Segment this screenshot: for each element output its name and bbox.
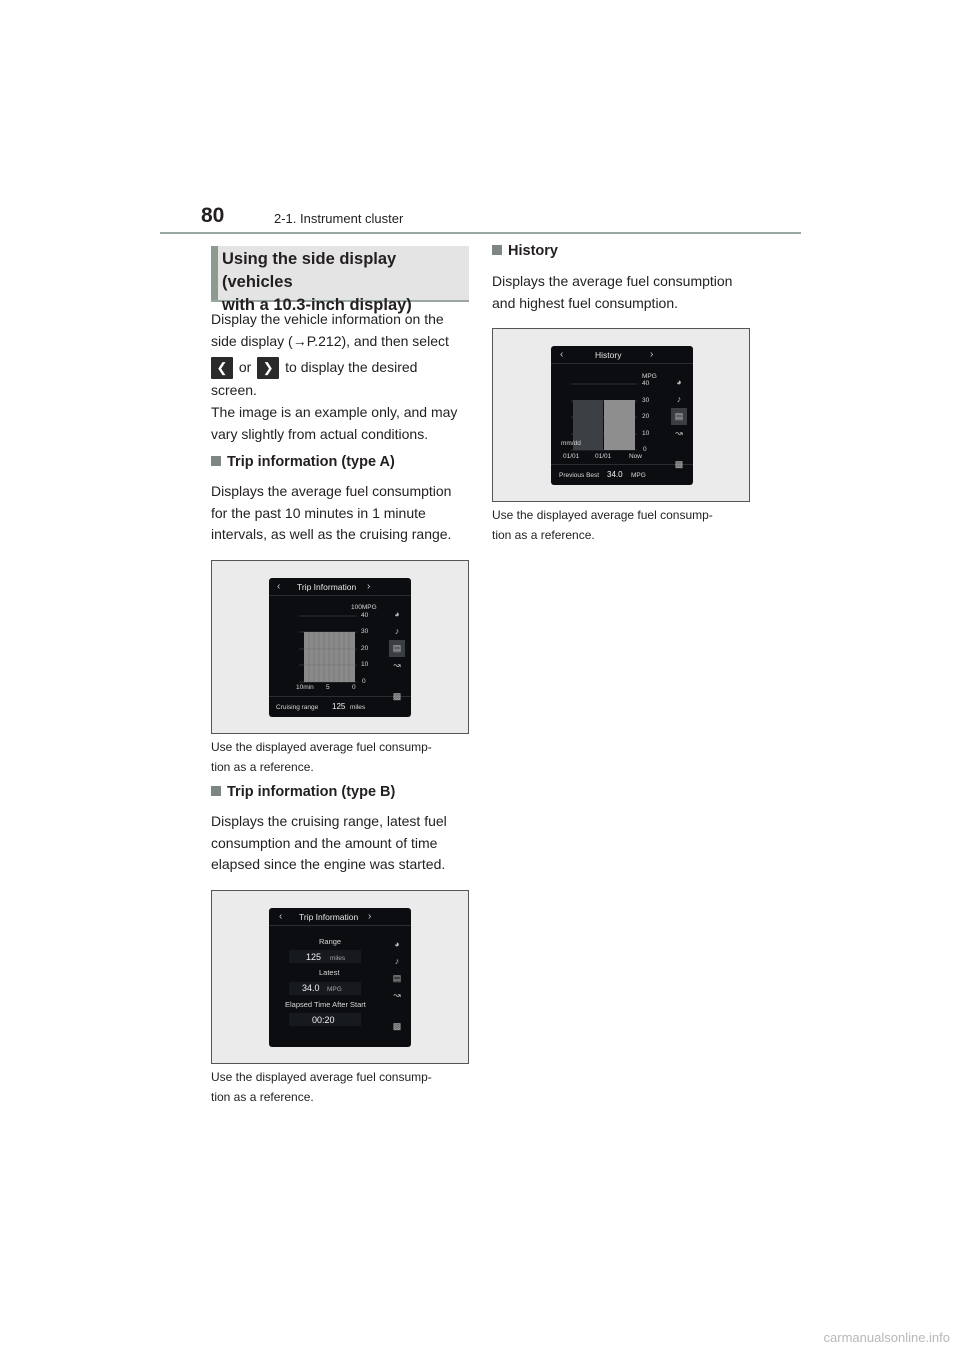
route-icon: ↝: [393, 660, 401, 670]
trip-b-caption: Use the displayed average fuel consump- tion as a reference.: [211, 1070, 432, 1104]
gauge-icon: ◕: [394, 609, 400, 619]
screen-icon: ▩: [674, 459, 684, 469]
chevron-right-icon: ›: [650, 349, 654, 360]
header-rule: [160, 232, 801, 234]
bullet-square-icon: [492, 245, 502, 255]
trip-a-heading: Trip information (type A): [211, 454, 395, 470]
history-caption: Use the displayed average fuel consump- tion as a reference.: [492, 508, 713, 542]
watermark: carmanualsonline.info: [823, 1330, 950, 1345]
chevron-left-icon: ‹: [560, 349, 564, 360]
chevron-left-icon: ‹: [279, 911, 283, 922]
gauge-icon: ◕: [676, 377, 682, 387]
section-heading-text: Using the side display (vehicles with a 10.3-inch display): [222, 250, 412, 314]
screen-title: Trip Information: [297, 582, 357, 592]
trip-b-text: Displays the cruising range, latest fuel consumption and the amount of time elapsed since the engine was started.: [211, 813, 447, 873]
section-heading: [211, 246, 469, 314]
side-icon-bar: [671, 374, 687, 473]
side-icon-bar: [389, 606, 405, 705]
music-note-icon: ♪: [394, 956, 400, 966]
bullet-square-icon: [211, 456, 221, 466]
intro-paragraph: Display the vehicle information on the side display (→P.212), and then select ❮ or ❯ to display the desired screen. The image is an example only, and may vary slightly from actual conditions.: [211, 311, 458, 442]
running-head: 2-1. Instrument cluster: [274, 211, 404, 226]
trip-a-figure: [211, 560, 469, 734]
screen-title: Trip Information: [299, 912, 359, 922]
screen-icon: ▩: [392, 691, 402, 701]
chevron-left-icon: ❮: [211, 357, 233, 379]
trip-b-figure: [211, 890, 469, 1064]
trip-a-caption: Use the displayed average fuel consump- tion as a reference.: [211, 740, 432, 774]
page-number: 80: [201, 204, 225, 227]
chevron-left-icon: ‹: [277, 581, 281, 592]
route-icon: ↝: [675, 428, 683, 438]
side-icon-bar: [389, 936, 405, 1035]
history-screen: ‹ History › MPG 40 30 20 10 0 mm/dd 01/01 01/01 Now Previous Best 34.0 MPG: [551, 346, 693, 485]
music-note-icon: ♪: [394, 626, 400, 636]
screen-icon: ▩: [392, 1021, 402, 1031]
trip-a-screen: ‹ Trip Information › 100MPG 40 30 20 10 0 10min 5 0 Cruising range 125 miles: [269, 578, 411, 717]
unit-label: MPG: [642, 373, 657, 380]
gauge-icon: ◕: [394, 939, 400, 949]
chevron-right-icon: ›: [367, 581, 371, 592]
history-heading: History: [492, 243, 558, 259]
history-text: Displays the average fuel consumption and highest fuel consumption.: [492, 273, 733, 311]
trip-a-text: Displays the average fuel consumption for the past 10 minutes in 1 minute intervals, as well as the cruising range.: [211, 483, 452, 543]
chevron-right-icon: ›: [368, 911, 372, 922]
chevron-right-icon: ❯: [257, 357, 279, 379]
screen-title: History: [595, 350, 622, 360]
trip-b-screen: ‹ Trip Information › Range 125 miles Latest 34.0 MPG Elapsed Time After Start 00:20: [269, 908, 411, 1047]
picture-icon: ▤: [389, 640, 405, 657]
bullet-square-icon: [211, 786, 221, 796]
music-note-icon: ♪: [676, 394, 682, 404]
history-figure: [492, 328, 750, 502]
picture-icon: ▤: [671, 408, 687, 425]
section-heading-bar: [211, 246, 218, 300]
unit-label: 100MPG: [351, 604, 377, 611]
picture-icon: ▤: [392, 973, 402, 983]
trip-b-heading: Trip information (type B): [211, 784, 395, 800]
route-icon: ↝: [393, 990, 401, 1000]
